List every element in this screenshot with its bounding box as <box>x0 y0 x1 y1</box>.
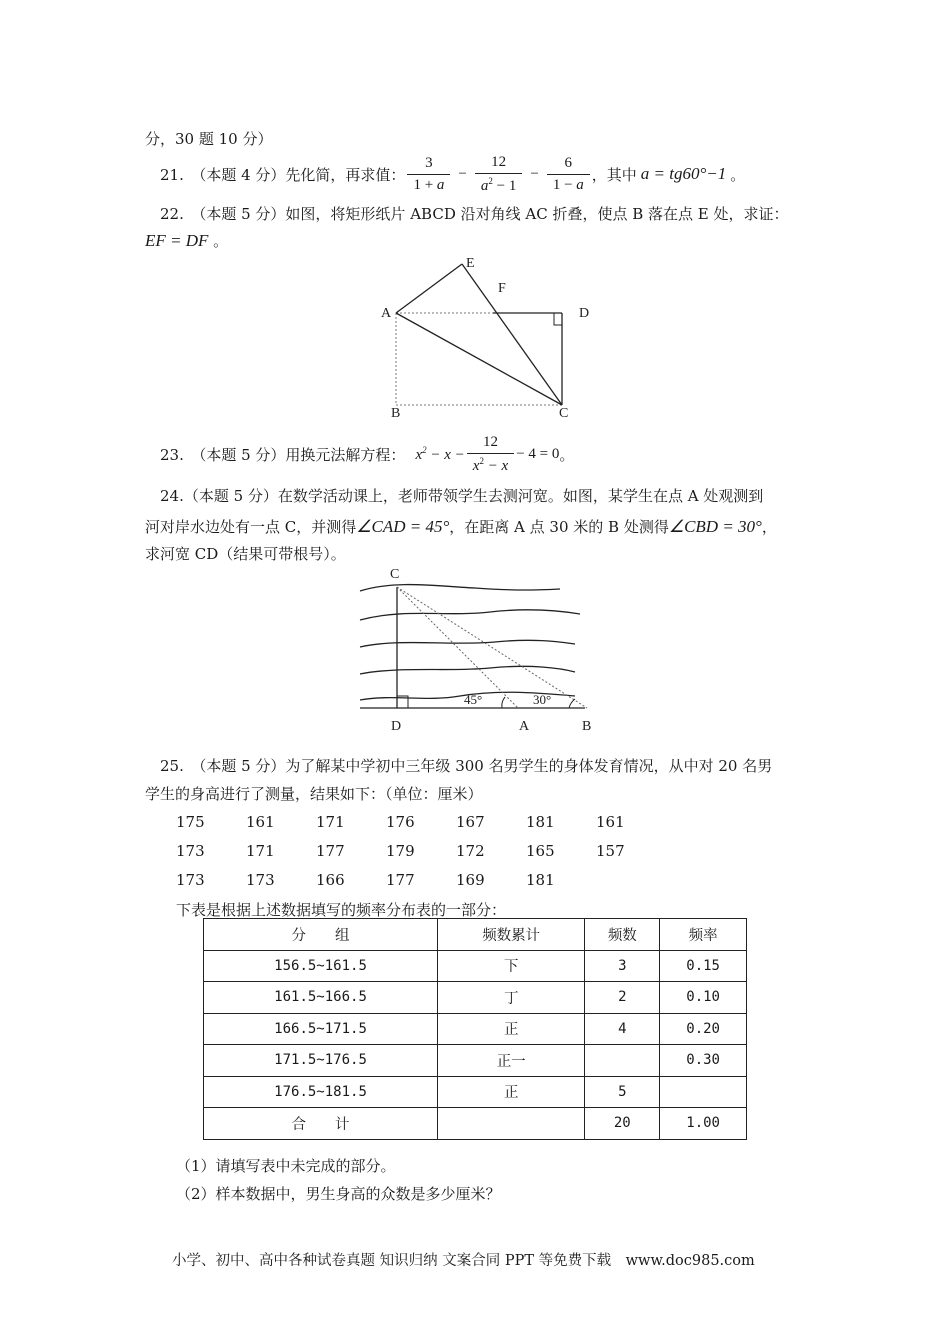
cell-count: 2 <box>585 982 660 1014</box>
label-c: C <box>559 406 569 421</box>
cell-tally: 丁 <box>438 982 585 1014</box>
label-d: D <box>579 306 590 321</box>
q21-fraction-3: $\frac{6}{1 - a}$ <box>547 155 590 194</box>
table-row <box>204 982 747 1014</box>
cell-tally: 正 <box>438 1013 585 1045</box>
cell-tally: 正一 <box>438 1045 585 1077</box>
cell-group: 171.5~176.5 <box>204 1045 438 1077</box>
cell-group: 161.5~166.5 <box>204 982 438 1014</box>
sightline-ca <box>397 587 518 708</box>
q25-line1: 25. （本题 5 分）为了解某中学初中三年级 300 名男学生的身体发育情况，从中对 20 名男 <box>160 757 773 775</box>
cell-frequency: 1.00 <box>660 1108 747 1140</box>
q25-line2: 学生的身高进行了测量，结果如下：（单位：厘米） <box>145 785 483 803</box>
wave-3 <box>360 666 575 674</box>
cell-count <box>585 1045 660 1077</box>
q24-angle-cad: ∠CAD = 45° <box>356 517 450 536</box>
cell-frequency <box>660 1076 747 1108</box>
cell-count: 3 <box>585 950 660 982</box>
q21-fraction-2: $\frac{12}{a^2 - 1}$ <box>475 154 522 195</box>
q24-line3: 求河宽 CD（结果可带根号）。 <box>145 545 346 563</box>
q23-fraction: $\frac{12}{x^2 - x}$ <box>467 434 514 475</box>
riverbank-top <box>360 585 560 591</box>
q22-equation: EF = DF <box>145 231 209 250</box>
frequency-table <box>203 918 747 1140</box>
cell-group: 156.5~161.5 <box>204 950 438 982</box>
q22-line1: 22. （本题 5 分）如图，将矩形纸片 ABCD 沿对角线 AC 折叠，使点 B 落在点 E 处，求证： <box>160 205 789 223</box>
footer[interactable]: 小学、初中、高中各种试卷真题 知识归纳 文案合同 PPT 等免费下载 www.doc985.com <box>172 1253 755 1269</box>
q21-fraction-1: $\frac{3}{1 + a}$ <box>407 155 450 194</box>
label-f: F <box>498 281 506 296</box>
q24-line1: 24.（本题 5 分）在数学活动课上，老师带领学生去测河宽。如图，某学生在点 A 处观测到 <box>160 487 764 505</box>
diagonal-ac <box>396 313 562 405</box>
angle-arc-b <box>569 699 575 708</box>
edge-ec <box>462 264 562 405</box>
q25-sub1: （1）请填写表中未完成的部分。 <box>176 1157 396 1175</box>
cell-tally: 正 <box>438 1076 585 1108</box>
cell-group: 合 计 <box>204 1108 438 1140</box>
table-row <box>204 950 747 982</box>
cell-group: 176.5~181.5 <box>204 1076 438 1108</box>
label-45: 45° <box>464 692 483 707</box>
wave-2 <box>360 640 575 647</box>
label-d: D <box>391 719 402 734</box>
label-a: A <box>381 306 392 321</box>
table-intro: 下表是根据上述数据填写的频率分布表的一部分： <box>176 901 507 919</box>
label-e: E <box>466 256 475 271</box>
fold-figure <box>370 250 610 425</box>
cell-count: 5 <box>585 1076 660 1108</box>
q25-sub2: （2）样本数据中，男生身高的众数是多少厘米？ <box>176 1185 501 1203</box>
q24-angle-cbd: ∠CBD = 30° <box>668 517 762 536</box>
table-header-row <box>204 919 747 951</box>
header-line: 分，30 题 10 分） <box>145 130 273 148</box>
label-b: B <box>391 406 401 421</box>
heights-row-2: 173 171 177 179 172 165 157 <box>176 842 625 860</box>
q21-condition: a = tg60°−1 <box>640 164 727 183</box>
sightline-cb <box>397 587 587 708</box>
heights-row-1: 175 161 171 176 167 181 161 <box>176 813 625 831</box>
cell-frequency: 0.20 <box>660 1013 747 1045</box>
table-row <box>204 1076 747 1108</box>
cell-tally: 下 <box>438 950 585 982</box>
cell-frequency: 0.10 <box>660 982 747 1014</box>
question-23: 23. （本题 5 分）用换元法解方程： $x^2 - x$ − $\frac{12}{x^2 - x}$ − 4 = 0 。 <box>160 433 575 474</box>
angle-arc-a <box>502 697 505 708</box>
label-c: C <box>390 567 400 582</box>
table-row <box>204 1045 747 1077</box>
q24-line2: 河对岸水边处有一点 C，并测得∠CAD = 45°，在距离 A 点 30 米的 B 处测得∠CBD = 30°， <box>145 517 777 536</box>
heights-row-3: 173 173 166 177 169 181 <box>176 871 555 889</box>
q21-label: 21. （本题 4 分）先化简，再求值： <box>160 165 406 184</box>
table-total-row <box>204 1108 747 1140</box>
label-b: B <box>582 719 592 734</box>
wave-1 <box>360 610 580 620</box>
header-tally: 频数累计 <box>438 919 585 951</box>
header-frequency: 频率 <box>660 919 747 951</box>
header-count: 频数 <box>585 919 660 951</box>
header-group: 分 组 <box>204 919 438 951</box>
q22-line2: EF = DF 。 <box>145 231 229 250</box>
right-angle-mark <box>554 313 562 325</box>
cell-group: 166.5~171.5 <box>204 1013 438 1045</box>
question-21: 21. （本题 4 分）先化简，再求值： $\frac{3}{1 + a}$ − $\frac{12}{a^2 - 1}$ − $\frac{6}{1 - a}$ ，其中 a = tg60°−1 。 <box>160 153 746 194</box>
label-30: 30° <box>533 692 552 707</box>
label-a: A <box>519 719 530 734</box>
cell-frequency: 0.15 <box>660 950 747 982</box>
table-row <box>204 1013 747 1045</box>
cell-frequency: 0.30 <box>660 1045 747 1077</box>
cell-count: 20 <box>585 1108 660 1140</box>
edge-ae <box>396 264 462 313</box>
cell-tally <box>438 1108 585 1140</box>
river-figure <box>355 562 605 734</box>
cell-count: 4 <box>585 1013 660 1045</box>
